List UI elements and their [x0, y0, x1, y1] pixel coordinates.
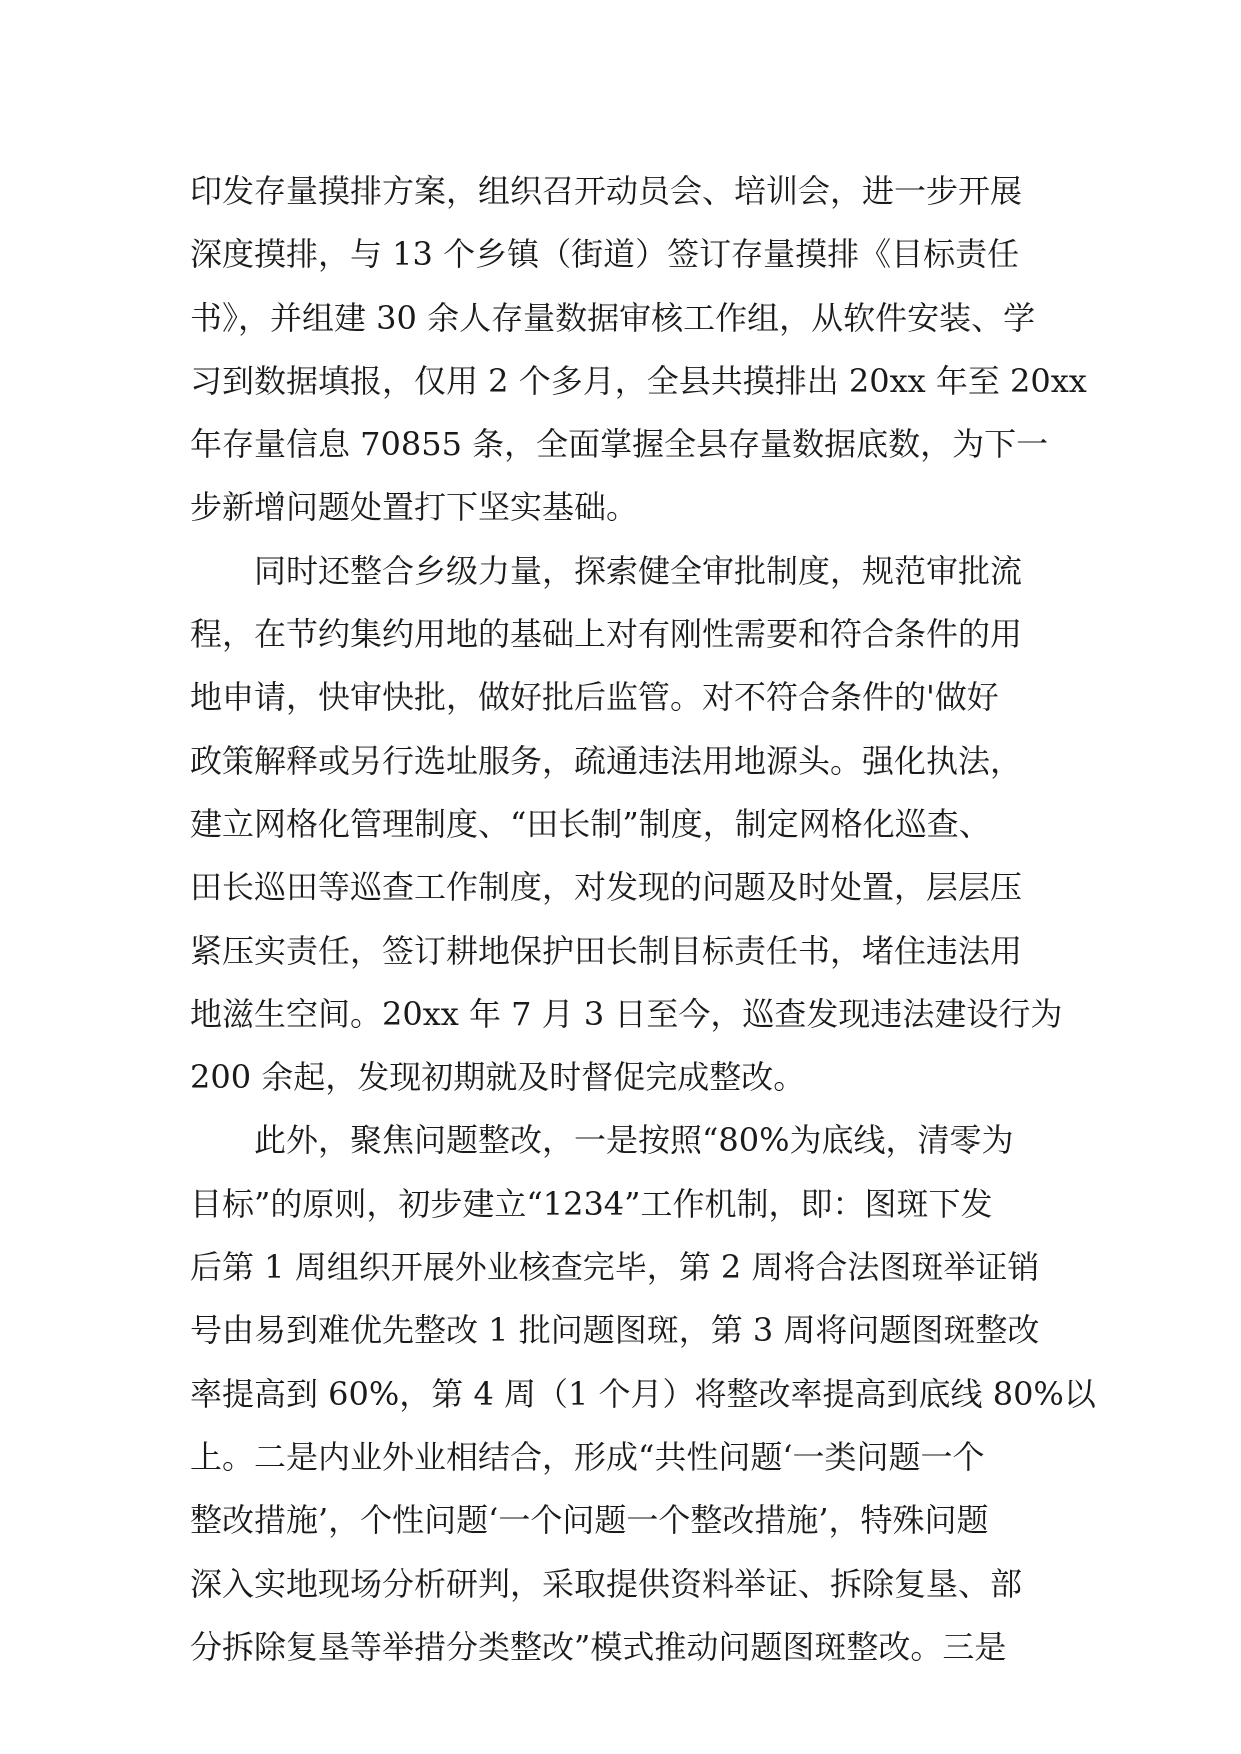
text-line: 年存量信息 70855 条，全面掌握全县存量数据底数，为下一	[190, 425, 1049, 464]
text-line: 后第 1 周组织开展外业核查完毕，第 2 周将合法图斑举证销	[190, 1248, 1040, 1287]
text-line: 建立网格化管理制度、“田长制”制度，制定网格化巡查、	[190, 804, 991, 843]
text-line: 上。二是内业外业相结合，形成“共性问题‘一类问题一个	[190, 1437, 985, 1476]
text-line: 率提高到 60%，第 4 周（1 个月）将整改率提高到底线 80%以	[190, 1374, 1096, 1413]
text-line: 田长巡田等巡查工作制度，对发现的问题及时处置，层层压	[190, 868, 1023, 907]
text-line: 200 余起，发现初期就及时督促完成整改。	[190, 1058, 806, 1097]
text-line: 印发存量摸排方案，组织召开动员会、培训会，进一步开展	[190, 172, 1023, 210]
text-line: 整改措施’，个性问题‘一个问题一个整改措施’，特殊问题	[190, 1501, 989, 1540]
text-line: 政策解释或另行选址服务，疏通违法用地源头。强化执法，	[190, 741, 1023, 780]
text-line: 程，在节约集约用地的基础上对有刚性需要和符合条件的用	[190, 615, 1023, 654]
text-line: 地滋生空间。20xx 年 7 月 3 日至今，巡查发现违法建设行为	[190, 994, 1063, 1033]
document-body	[190, 160, 1096, 1679]
text-line: 号由易到难优先整改 1 批问题图斑，第 3 周将问题图斑整改	[190, 1311, 1040, 1350]
text-line: 深入实地现场分析研判，采取提供资料举证、拆除复垦、部	[190, 1564, 1023, 1603]
text-line: 深度摸排，与 13 个乡镇（街道）签订存量摸排《目标责任	[190, 235, 1020, 274]
paragraph-first-line: 此外，聚焦问题整改，一是按照“80%为底线，清零为	[254, 1121, 1014, 1160]
text-line: 目标”的原则，初步建立“1234”工作机制，即：图斑下发	[190, 1184, 993, 1223]
text-line: 紧压实责任，签订耕地保护田长制目标责任书，堵住违法用	[190, 931, 1023, 970]
text-line: 分拆除复垦等举措分类整改”模式推动问题图斑整改。三是	[190, 1627, 1007, 1666]
text-line: 书》，并组建 30 余人存量数据审核工作组，从软件安装、学	[190, 298, 1036, 337]
paragraph-first-line: 同时还整合乡级力量，探索健全审批制度，规范审批流	[254, 551, 1023, 590]
text-line: 步新增问题处置打下坚实基础。	[190, 488, 639, 527]
text-line: 习到数据填报，仅用 2 个多月，全县共摸排出 20xx 年至 20xx	[190, 361, 1087, 400]
text-line: 地申请，快审快批，做好批后监管。对不符合条件的'做好	[190, 678, 999, 717]
